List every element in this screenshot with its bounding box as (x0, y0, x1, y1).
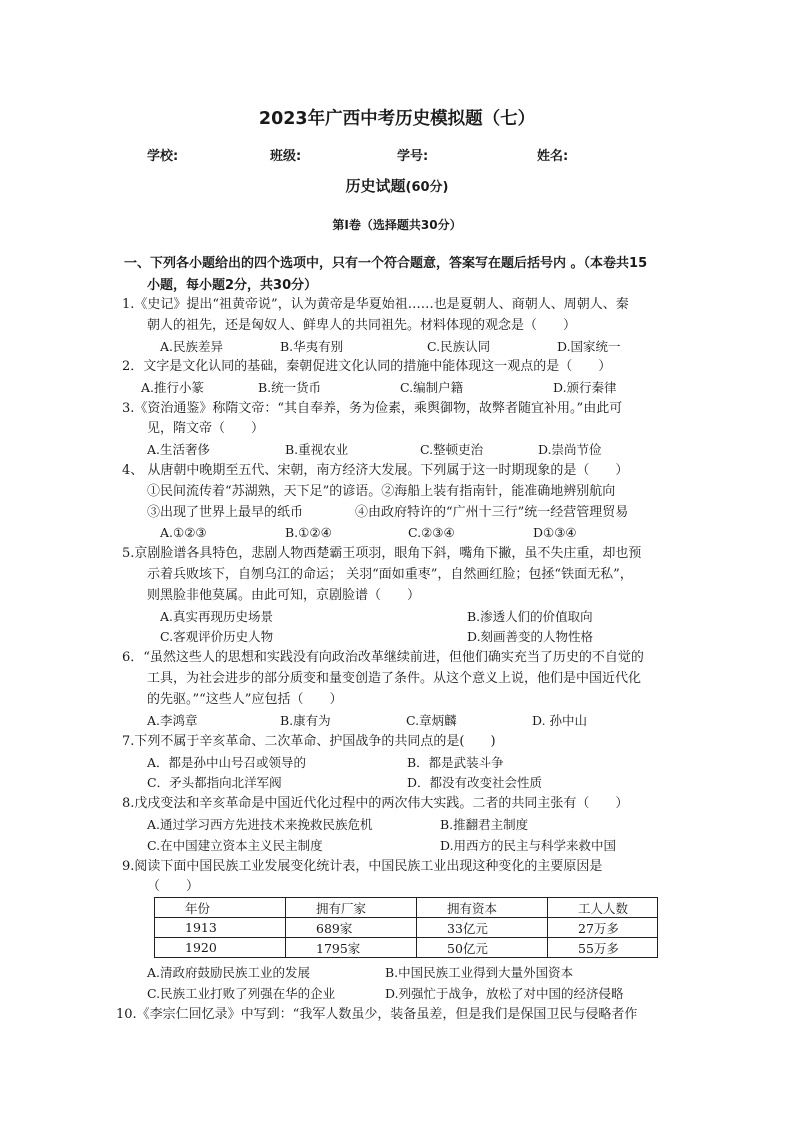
question-5-option-a: A.真实再现历史场景 (160, 609, 274, 624)
question-10-text: 10.《李宗仁回忆录》中写到：“我军人数虽少，装备虽差，但是我们是保国卫民与侵略者作 (116, 1007, 638, 1022)
question-5-text-cont-1: 示着兵败垓下，自刎乌江的命运； 关羽“面如重枣”，自然画红脸；包拯“铁面无私”， (147, 567, 633, 582)
question-3-option-b: B.重视农业 (285, 442, 349, 457)
question-2-option-c: C.编制户籍 (400, 380, 464, 395)
question-8-option-c: C.在中国建立资本主义民主制度 (147, 838, 323, 853)
question-8-option-b: B.推翻君主制度 (440, 817, 529, 832)
question-3-option-d: D.崇尚节俭 (538, 442, 602, 457)
question-6-option-d: D. 孙中山 (532, 713, 588, 728)
table-cell: 50亿元 (417, 938, 548, 958)
question-1-option-d: D.国家统一 (557, 339, 621, 354)
table-cell: 1920 (155, 938, 286, 958)
question-8-option-d: D.用西方的民主与科学来救中国 (440, 838, 617, 853)
question-2-option-a: A.推行小篆 (141, 380, 205, 395)
table-cell: 55万多 (548, 938, 658, 958)
question-9-option-a: A.清政府鼓励民族工业的发展 (147, 965, 311, 980)
question-6-option-a: A.李鸿章 (147, 713, 198, 728)
question-9-option-c: C.民族工业打败了列强在华的企业 (147, 986, 336, 1001)
question-9-option-d: D.列强忙于战争，放松了对中国的经济侵略 (385, 986, 624, 1001)
table-row (155, 918, 658, 938)
school-field-label: 学校: (147, 149, 179, 164)
question-6-text-cont-2: 的先驱。”“这些人”应包括（ ） (147, 692, 343, 707)
table-header-row (155, 898, 658, 918)
table-header-cell: 工人人数 (548, 898, 658, 918)
question-5-option-c: C.客观评价历史人物 (160, 629, 274, 644)
question-4-option-a: A.①②③ (160, 525, 207, 540)
section-instruction-cont: 小题，每小题2分，共30分） (147, 278, 318, 293)
table-header-cell: 拥有厂家 (286, 898, 417, 918)
table-header-cell: 拥有资本 (417, 898, 548, 918)
class-field-label: 班级: (270, 149, 302, 164)
question-6-text: 6．“虽然这些人的思想和实践没有向政治改革继续前进，但他们确实充当了历史的不自觉的 (122, 650, 644, 665)
table-header-cell: 年份 (155, 898, 286, 918)
part-heading: 第Ⅰ卷（选择题共30分） (332, 218, 462, 232)
table-cell: 1913 (155, 918, 286, 938)
question-4-option-d: D①③④ (533, 525, 577, 540)
subject-heading: 历史试题(60分) (345, 177, 449, 195)
question-8-option-a: A.通过学习西方先进技术来挽救民族危机 (147, 817, 373, 832)
question-7-option-a: A．都是孙中山号召或领导的 (147, 755, 307, 770)
question-2-option-d: D.颁行秦律 (553, 380, 617, 395)
question-9-option-b: B.中国民族工业得到大量外国资本 (385, 965, 574, 980)
question-7-option-c: C．矛头都指向北洋军阀 (147, 775, 282, 790)
question-4-option-b: B.①②④ (285, 525, 332, 540)
question-2-text: 2．文字是文化认同的基础，秦朝促进文化认同的措施中能体现这一观点的是（ ） (122, 359, 612, 374)
question-6-option-b: B.康有为 (280, 713, 331, 728)
question-1-option-c: C.民族认同 (427, 339, 491, 354)
table-cell: 33亿元 (417, 918, 548, 938)
question-6-option-c: C.章炳麟 (406, 713, 457, 728)
question-5-text: 5.京剧脸谱各具特色，悲剧人物西楚霸王项羽，眼角下斜，嘴角下撇，虽不失庄重，却也预 (122, 546, 642, 561)
table-cell: 689家 (286, 918, 417, 938)
question-1-option-a: A.民族差异 (160, 339, 224, 354)
question-9-answer-bracket: （ ） (147, 879, 200, 894)
question-1-text: 1.《史记》提出“祖黄帝说”，认为黄帝是华夏始祖……也是夏朝人、商朝人、周朝人、秦 (122, 297, 629, 312)
question-4-statement-1-2: ①民间流传着“苏湖熟，天下足”的谚语。②海船上装有指南针，能准确地辨别航向 (147, 484, 616, 499)
industry-statistics-table (154, 897, 658, 958)
question-4-text: 4、 从唐朝中晚期至五代、宋朝，南方经济大发展。下列属于这一时期现象的是（ ） (122, 463, 629, 478)
question-1-option-b: B.华夷有别 (280, 339, 344, 354)
student-number-field-label: 学号: (397, 149, 429, 164)
exam-title: 2023年广西中考历史模拟题（七） (258, 109, 536, 129)
question-8-text: 8.戊戌变法和辛亥革命是中国近代化过程中的两次伟大实践。二者的共同主张有（ ） (122, 796, 629, 811)
section-instruction: 一、下列各小题给出的四个选项中，只有一个符合题意，答案写在题后括号内 。（本卷共15 (124, 256, 648, 271)
question-3-option-a: A.生活奢侈 (147, 442, 211, 457)
question-7-text: 7.下列不属于辛亥革命、二次革命、护国战争的共同点的是( ) (122, 734, 496, 749)
table-cell: 1795家 (286, 938, 417, 958)
question-7-option-b: B．都是武装斗争 (407, 755, 504, 770)
question-9-text: 9.阅读下面中国民族工业发展变化统计表，中国民族工业出现这种变化的主要原因是 (122, 859, 603, 874)
name-field-label: 姓名: (537, 149, 569, 164)
question-6-text-cont-1: 工具，为社会进步的部分质变和量变创造了条件。从这个意义上说，他们是中国近代化 (147, 671, 642, 686)
question-7-option-d: D．都没有改变社会性质 (407, 775, 543, 790)
question-2-option-b: B.统一货币 (258, 380, 322, 395)
question-3-text: 3.《资治通鉴》称隋文帝：“其自奉养，务为俭素，乘舆御物，故弊者随宜补用。”由此可 (122, 401, 623, 416)
question-5-option-d: D.刻画善变的人物性格 (467, 629, 594, 644)
question-5-option-b: B.渗透人们的价值取向 (467, 609, 593, 624)
question-3-text-cont: 见，隋文帝（ ） (147, 421, 265, 436)
question-4-statement-3-4: ③出现了世界上最早的纸币 ④由政府特许的“广州十三行”统一经营管理贸易 (147, 505, 629, 520)
question-5-text-cont-2: 则黑脸非他莫属。由此可知，京剧脸谱（ ） (147, 588, 421, 603)
question-3-option-c: C.整顿吏治 (420, 442, 484, 457)
table-row (155, 938, 658, 958)
question-1-text-cont: 朝人的祖先，还是匈奴人、鲜卑人的共同祖先。材料体现的观念是（ ） (147, 318, 577, 333)
total-score: (60分) (405, 180, 449, 195)
question-4-option-c: C.②③④ (408, 525, 455, 540)
table-cell: 27万多 (548, 918, 658, 938)
